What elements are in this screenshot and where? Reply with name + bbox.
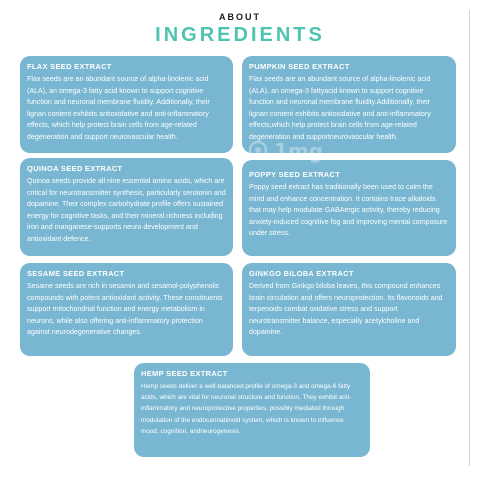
watermark-mark-icon: [248, 140, 268, 160]
ingredient-card-sesame: [20, 263, 233, 356]
card-description: Quinoa seeds provide all nine essential amino acids, which are critical for neurotransmitter synthesis, particularly serotonin and dopamine. Their complex carbohydrate profile offers sustained energy for cognitive tasks, and their mineral richness including iron and manganese-supports neuro development and antioxidant defence.: [27, 177, 226, 243]
ingredient-card-flax: [20, 56, 233, 153]
ingredient-card-ginkgo: [242, 263, 456, 356]
card-title: PUMPKIN SEED EXTRACT: [249, 62, 350, 71]
card-title: GINKGO BILOBA EXTRACT: [249, 269, 354, 278]
card-title: HEMP SEED EXTRACT: [141, 369, 228, 378]
ingredient-card-hemp: [134, 363, 370, 457]
eyebrow-heading: ABOUT: [219, 12, 261, 22]
card-title: POPPY SEED EXTRACT: [249, 170, 341, 179]
watermark-text: 1mg: [274, 139, 324, 163]
card-title: QUINOA SEED EXTRACT: [27, 164, 123, 173]
ingredient-card-quinoa: [20, 158, 233, 256]
card-description: Poppy seed extract has traditionally been used to calm the mind and enhance concentration. It contains trace alkaloids that may help modulate GABAergic activity, thereby reducing anxiety-induced cognitive fog and improving mental composure under stress.: [249, 183, 448, 238]
card-description: Hemp seeds deliver a well-balanced profile of omega-3 and omega-6 fatty acids, which are vital for neuronal structure and function. They exhibit anti-inflammatory and neuroprotective properties, possibly mediated through modulation of the endocannabinoid system, which is known to influence mood, cognition, andneurogenesis.: [141, 383, 352, 435]
card-title: FLAX SEED EXTRACT: [27, 62, 112, 71]
card-description: Flax seeds are an abundant source of alpha-linolenic acid (ALA), an omega-3 fattyacid known to support cognitive function and neuronal membrane fluidity.Additionally, their lignan content exhibits antioxidative and anti-inflammatory effects,which help protect brain cells from age-related degeneration and supportneurovascular health.: [249, 75, 431, 141]
ingredient-card-poppy: [242, 160, 456, 256]
card-description: Sesame seeds are rich in sesamin and sesamol-polyphenolic compounds with potent antioxidant activity. These constituents support mitochondrial function and energy metabolism in neurons, while also offering anti-inflammatory protection against neurodegenerative changes.: [27, 282, 223, 337]
watermark-logo: [248, 136, 348, 166]
card-description: Derived from Ginkgo biloba leaves, this compound enhances brain circulation and offers neuroprotection. Its flavonoids and terpenoids combat oxidative stress and support neurotransmitter balance, especially acetylcholine and dopamine.: [249, 282, 443, 337]
card-description: Flax seeds are an abundant source of alpha-linolenic acid (ALA), an omega-3 fatty acid known to support cognitive function and neuronal membrane fluidity. Additionally, their lignan content exhibits antioxidative and anti-inflammatory effects, which help protect brain cells from age-related degeneration and support neurovascular health.: [27, 75, 210, 141]
page-edge-rule: [469, 10, 470, 466]
card-title: SESAME SEED EXTRACT: [27, 269, 125, 278]
page-title: INGREDIENTS: [155, 24, 325, 46]
